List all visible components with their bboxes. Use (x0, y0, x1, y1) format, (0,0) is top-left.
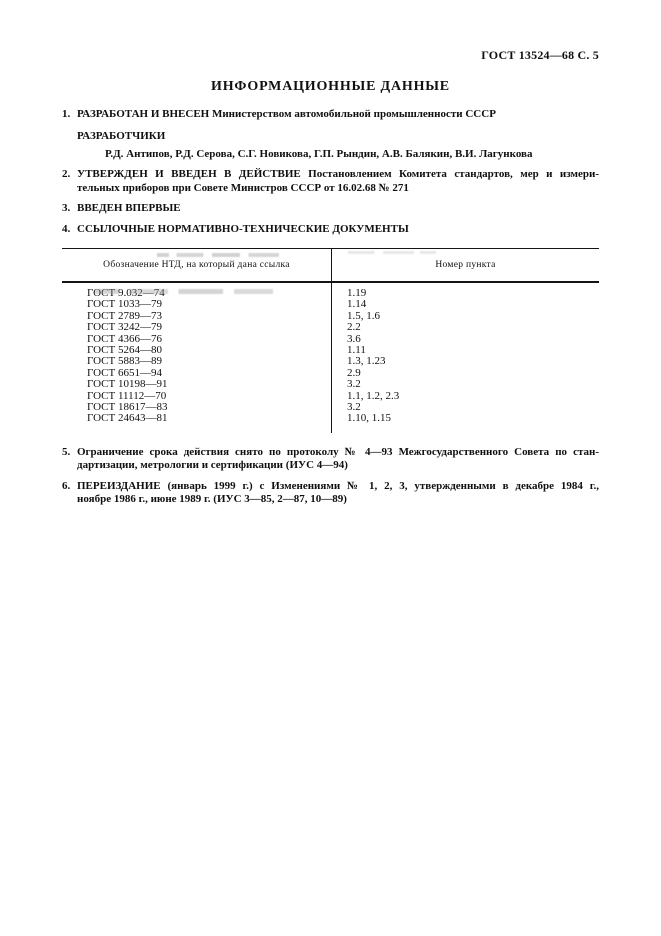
table-cell-clause: 3.2 (347, 378, 361, 391)
item-1-text: РАЗРАБОТАН И ВНЕСЕН Министерством автомобильной промышленности СССР (77, 108, 496, 120)
doc-reference: ГОСТ 13524—68 С. 5 (481, 48, 599, 62)
item-1-developed-by (62, 108, 599, 161)
table-cell-clause: 1.14 (347, 298, 367, 311)
item-number: 3. (62, 202, 71, 214)
table-header-clause: Номер пункта (435, 260, 496, 270)
item-3-first-edition (62, 202, 599, 216)
info-items (62, 108, 599, 236)
item-6-reissue (62, 480, 599, 507)
item-5-line-1: Ограничение срока действия снято по протоколу № 4—93 Межгосударственного Совета по стан- (77, 445, 599, 458)
table-cell-ntd: ГОСТ 3242—79 (87, 321, 162, 334)
item-3-text: ВВЕДЕН ВПЕРВЫЕ (77, 202, 181, 214)
table-cell-ntd: ГОСТ 2789—73 (87, 309, 162, 322)
table-cell-ntd: ГОСТ 11112—70 (87, 389, 167, 402)
table-header-ntd: Обозначение НТД, на который дана ссылка (62, 249, 332, 281)
table-cell-ntd: ГОСТ 6651—94 (87, 366, 162, 379)
table-cell-clause: 3.2 (347, 401, 361, 414)
item-1-developer-names: Р.Д. Антипов, Р.Д. Серова, С.Г. Новикова, Г.П. Рындин, А.В. Балякин, В.И. Лагункова (105, 147, 533, 160)
table-header-row (62, 249, 599, 283)
item-6-line-2: ноябре 1986 г., июне 1989 г. (ИУС 3—85, 2—87, 10—89) (77, 493, 347, 506)
table-column-ntd (62, 283, 332, 433)
table-cell-ntd: ГОСТ 1033—79 (87, 298, 162, 311)
item-4-reference-documents (62, 223, 599, 237)
table-body (62, 283, 599, 433)
table-cell-ntd: ГОСТ 5883—89 (87, 355, 162, 368)
table-cell-ntd: ГОСТ 4366—76 (87, 332, 162, 345)
table-cell-ntd: ГОСТ 24643—81 (87, 412, 168, 425)
item-5-line-2: дартизации, метрологии и сертификации (ИУС 4—94) (77, 459, 348, 472)
item-number: 1. (62, 108, 71, 120)
table-cell-clause: 3.6 (347, 332, 361, 345)
item-2-approved (62, 168, 599, 195)
item-number: 6. (62, 479, 71, 492)
table-cell-clause: 2.9 (347, 366, 361, 379)
item-number: 2. (62, 168, 71, 180)
table-cell-clause: 1.19 (347, 287, 367, 299)
page-title: ИНФОРМАЦИОННЫЕ ДАННЫЕ (211, 79, 450, 94)
table-cell-clause: 1.5, 1.6 (347, 309, 380, 322)
reference-documents-table (62, 248, 599, 433)
item-number: 4. (62, 222, 71, 235)
item-5-validity-limit-removed (62, 446, 599, 473)
item-2-line-2: тельных приборов при Совете Министров СССР от 16.02.68 № 271 (77, 181, 409, 194)
table-column-clause (332, 283, 599, 433)
item-2-line-1: УТВЕРЖДЕН И ВВЕДЕН В ДЕЙСТВИЕ Постановлением Комитета стандартов, мер и измери- (77, 168, 599, 180)
item-number: 5. (62, 445, 71, 458)
table-cell-ntd: ГОСТ 10198—91 (87, 378, 168, 391)
table-cell-clause: 1.10, 1.15 (347, 412, 391, 425)
item-6-line-1: ПЕРЕИЗДАНИЕ (январь 1999 г.) с Изменениями № 1, 2, 3, утвержденными в декабре 1984 г., (77, 479, 599, 492)
table-cell-clause: 1.11 (347, 344, 366, 357)
info-items-after-table (62, 446, 599, 507)
table-cell-clause: 2.2 (347, 321, 361, 334)
item-1-developers-heading: РАЗРАБОТЧИКИ (77, 129, 166, 142)
table-cell-clause: 1.1, 1.2, 2.3 (347, 389, 400, 402)
table-cell-ntd: ГОСТ 9.032—74 (87, 287, 165, 299)
item-4-text: ССЫЛОЧНЫЕ НОРМАТИВНО-ТЕХНИЧЕСКИЕ ДОКУМЕНТЫ (77, 222, 409, 235)
table-cell-clause: 1.3, 1.23 (347, 355, 386, 368)
table-cell-ntd: ГОСТ 18617—83 (87, 401, 168, 414)
table-cell-ntd: ГОСТ 5264—80 (87, 344, 162, 357)
